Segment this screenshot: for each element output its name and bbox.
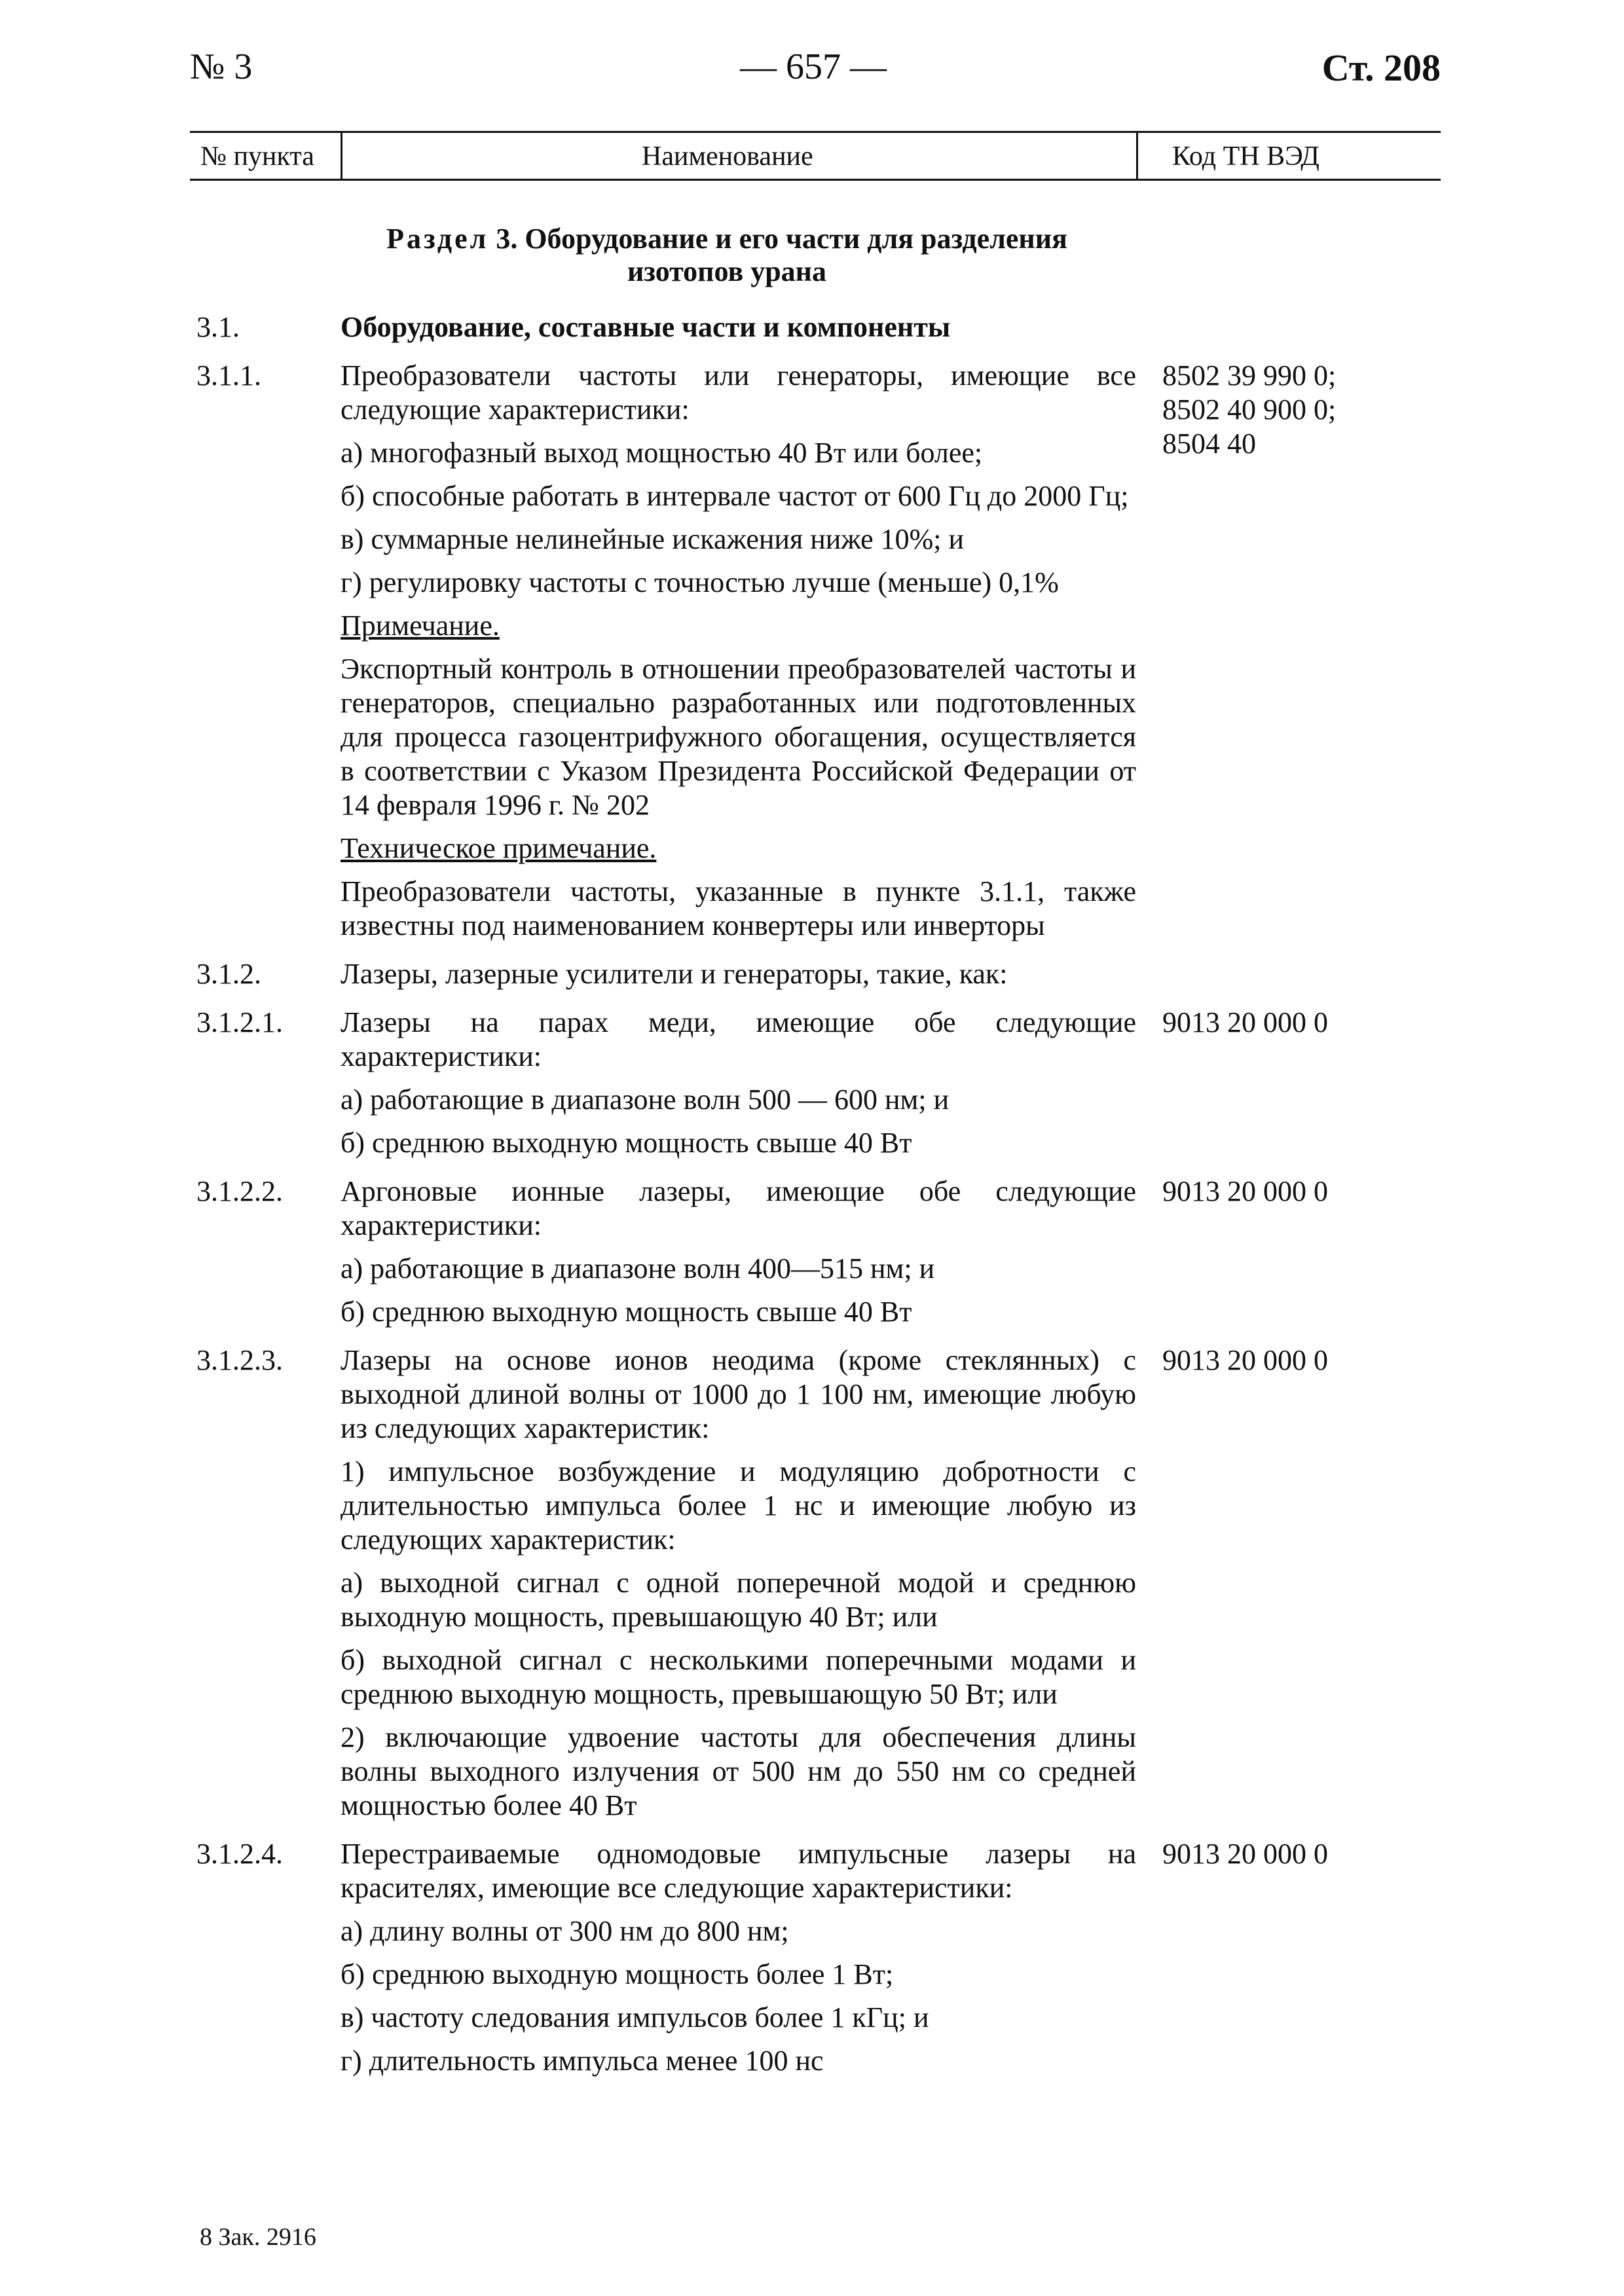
item-text xyxy=(341,1006,1136,1160)
document-body xyxy=(196,223,1441,2092)
item-paragraph: а) работающие в диапазоне волн 400—515 нм; и xyxy=(341,1252,935,1285)
item-codes xyxy=(1136,310,1411,344)
column-header-name: Наименование xyxy=(642,141,813,172)
tn-ved-code: 8502 40 900 0; xyxy=(1162,393,1337,426)
item-paragraph: б) среднюю выходную мощность свыше 40 Вт xyxy=(341,1296,912,1328)
item-codes xyxy=(1136,1837,1411,2078)
column-divider xyxy=(341,133,342,179)
item-paragraph: 1) импульсное возбуждение и модуляцию добротности с длительностью импульса более 1 нс и имеющие любую из следующих характеристик: xyxy=(341,1455,1136,1556)
column-header xyxy=(190,131,1441,181)
item-text xyxy=(341,1343,1136,1823)
item-paragraph: Перестраиваемые одномодовые импульсные лазеры на красителях, имеющие все следующие характеристики: xyxy=(341,1838,1136,1904)
item-paragraph: Лазеры, лазерные усилители и генераторы, такие, как: xyxy=(341,958,1008,990)
section-title xyxy=(341,223,1113,288)
column-divider xyxy=(1136,133,1138,179)
print-order-note: 8 Зак. 2916 xyxy=(200,2223,316,2251)
item-paragraph: в) суммарные нелинейные искажения ниже 10%; и xyxy=(341,523,965,555)
item-number: 3.1.1. xyxy=(196,359,261,392)
item-paragraph: Преобразователи частоты, указанные в пункте 3.1.1, также известны под наименованием конвертеры или инверторы xyxy=(341,875,1136,941)
item-number: 3.1. xyxy=(196,311,240,343)
item-number: 3.1.2. xyxy=(196,958,261,990)
item-paragraph: Оборудование, составные части и компоненты xyxy=(341,311,951,343)
list-item xyxy=(196,1837,1441,2078)
section-title-line2: изотопов урана xyxy=(627,255,827,287)
item-number: 3.1.2.3. xyxy=(196,1344,283,1376)
list-item xyxy=(196,1006,1441,1160)
item-paragraph: б) среднюю выходную мощность более 1 Вт; xyxy=(341,1958,894,1990)
tn-ved-code: 8502 39 990 0; xyxy=(1162,359,1337,392)
item-paragraph: б) способные работать в интервале частот от 600 Гц до 2000 Гц; xyxy=(341,480,1129,512)
list-item xyxy=(196,310,1441,344)
item-paragraph: Аргоновые ионные лазеры, имеющие обе следующие характеристики: xyxy=(341,1175,1136,1241)
tn-ved-code: 9013 20 000 0 xyxy=(1162,1838,1328,1870)
item-number: 3.1.2.4. xyxy=(196,1838,283,1870)
list-item xyxy=(196,1343,1441,1823)
tn-ved-code: 8504 40 xyxy=(1162,428,1256,460)
item-paragraph: а) длину волны от 300 нм до 800 нм; xyxy=(341,1915,789,1947)
item-paragraph: а) работающие в диапазоне волн 500 — 600 нм; и xyxy=(341,1084,950,1116)
list-item xyxy=(196,957,1441,991)
page-number: — 657 — xyxy=(740,46,887,87)
list-item xyxy=(196,1175,1441,1329)
item-paragraph: б) среднюю выходную мощность свыше 40 Вт xyxy=(341,1127,912,1159)
item-text xyxy=(341,310,1136,344)
item-codes xyxy=(1136,359,1411,943)
item-paragraph: г) регулировку частоты с точностью лучше (меньше) 0,1% xyxy=(341,566,1059,598)
column-header-number: № пункта xyxy=(200,141,314,172)
issue-number: № 3 xyxy=(190,46,253,87)
item-codes xyxy=(1136,1175,1411,1329)
item-paragraph: а) выходной сигнал с одной поперечной модой и среднюю выходную мощность, превышающую 40 Вт; или xyxy=(341,1567,1136,1633)
section-title-text: 3. Оборудование и его части для разделения xyxy=(496,223,1067,255)
item-paragraph: 2) включающие удвоение частоты для обеспечения длины волны выходного излучения от 500 нм до 550 нм со средней мощностью более 40 Вт xyxy=(341,1721,1136,1821)
tn-ved-code: 9013 20 000 0 xyxy=(1162,1175,1328,1207)
note-heading: Примечание. xyxy=(341,610,500,642)
item-codes xyxy=(1136,957,1411,991)
item-paragraph: Лазеры на основе ионов неодима (кроме стеклянных) с выходной длиной волны от 1000 до 1 100 нм, имеющие любую из следующих характеристик: xyxy=(341,1344,1136,1444)
item-paragraph: г) длительность импульса менее 100 нс xyxy=(341,2045,824,2077)
section-prefix: Раздел xyxy=(386,223,489,255)
item-paragraph: Преобразователи частоты или генераторы, имеющие все следующие характеристики: xyxy=(341,359,1136,426)
note-heading: Техническое примечание. xyxy=(341,832,657,864)
item-text xyxy=(341,1175,1136,1329)
item-number: 3.1.2.1. xyxy=(196,1006,283,1038)
items-list xyxy=(196,310,1441,2078)
column-header-code: Код ТН ВЭД xyxy=(1172,141,1320,172)
tn-ved-code: 9013 20 000 0 xyxy=(1162,1344,1328,1376)
item-text xyxy=(341,957,1136,991)
item-paragraph: б) выходной сигнал с несколькими поперечными модами и среднюю выходную мощность, превышающую 50 Вт; или xyxy=(341,1644,1136,1710)
item-text xyxy=(341,359,1136,943)
item-codes xyxy=(1136,1006,1411,1160)
article-number: Ст. 208 xyxy=(1321,46,1441,89)
item-text xyxy=(341,1837,1136,2078)
item-paragraph: а) многофазный выход мощностью 40 Вт или более; xyxy=(341,437,983,469)
item-codes xyxy=(1136,1343,1411,1823)
list-item xyxy=(196,359,1441,943)
item-paragraph: Экспортный контроль в отношении преобразователей частоты и генераторов, специально разработанных или подготовленных для процесса газоцентрифужного обогащения, осуществляется в соответствии с Указом Президента Российской Федерации от 14 февраля 1996 г. № 202 xyxy=(341,653,1136,821)
item-paragraph: Лазеры на парах меди, имеющие обе следующие характеристики: xyxy=(341,1006,1136,1072)
tn-ved-code: 9013 20 000 0 xyxy=(1162,1006,1328,1038)
item-paragraph: в) частоту следования импульсов более 1 кГц; и xyxy=(341,2001,929,2033)
item-number: 3.1.2.2. xyxy=(196,1175,283,1207)
